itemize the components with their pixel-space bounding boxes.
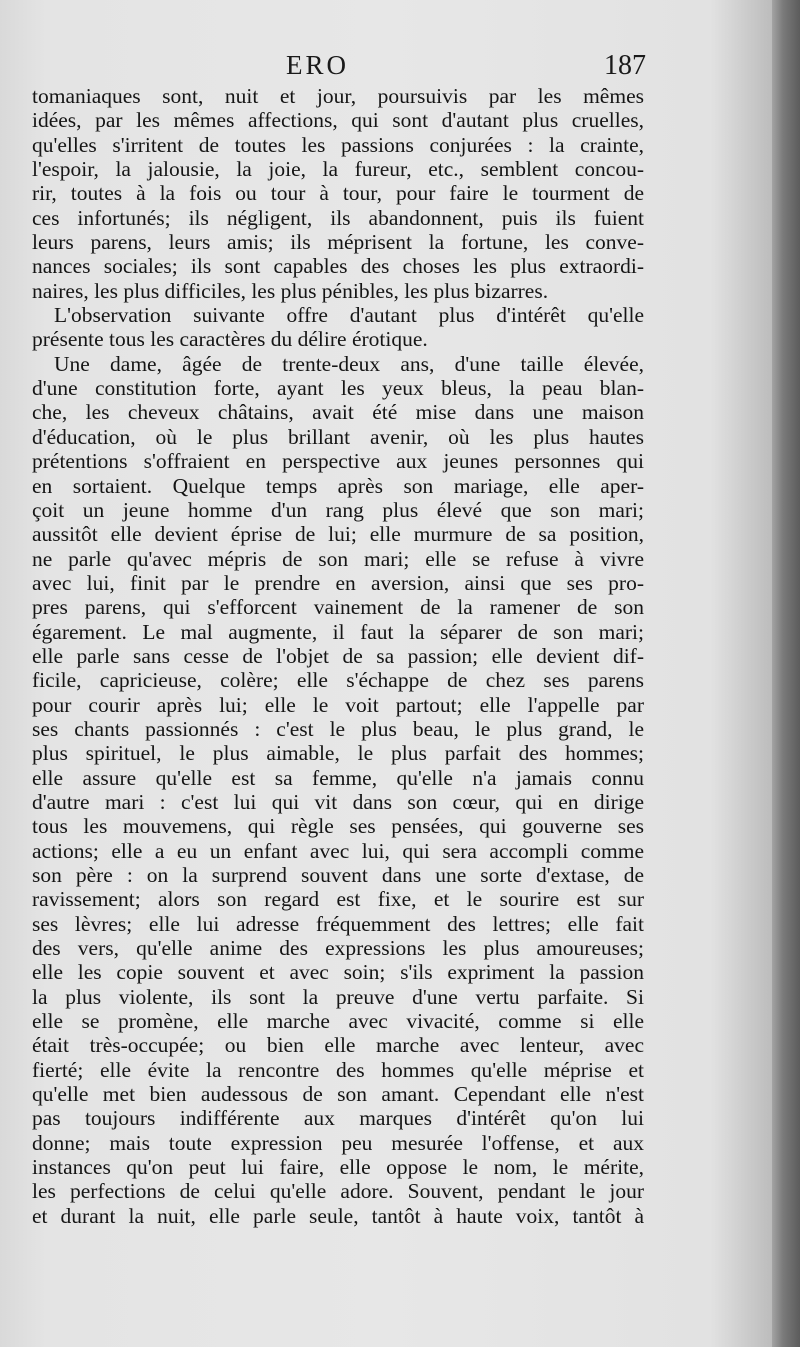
text-line: ses lèvres; elle lui adresse fréquemment des lettres; elle fait bbox=[32, 911, 644, 936]
text-line: en sortaient. Quelque temps après son mariage, elle aper- bbox=[32, 473, 644, 498]
text-line: qu'elles s'irritent de toutes les passions conjurées : la crainte, bbox=[32, 132, 644, 157]
text-line: les perfections de celui qu'elle adore. Souvent, pendant le jour bbox=[32, 1179, 644, 1204]
text-line: ses chants passionnés : c'est le plus beau, le plus grand, le bbox=[32, 716, 644, 741]
text-line: elle se promène, elle marche avec vivacité, comme si elle bbox=[32, 1009, 644, 1034]
text-line: elle les copie souvent et avec soin; s'ils expriment la passion bbox=[32, 960, 644, 985]
text-line: pas toujours indifférente aux marques d'intérêt qu'on lui bbox=[32, 1106, 644, 1131]
text-line: égarement. Le mal augmente, il faut la séparer de son mari; bbox=[32, 619, 644, 644]
text-line: ficile, capricieuse, colère; elle s'échappe de chez ses parens bbox=[32, 668, 644, 693]
text-line: d'autre mari : c'est lui qui vit dans son cœur, qui en dirige bbox=[32, 789, 644, 814]
text-line: donne; mais toute expression peu mesurée l'offense, et aux bbox=[32, 1130, 644, 1155]
text-line: naires, les plus difficiles, les plus pénibles, les plus bizarres. bbox=[32, 278, 549, 303]
text-line: qu'elle met bien audessous de son amant. Cependant elle n'est bbox=[32, 1082, 644, 1107]
page-edge-shadow bbox=[772, 0, 800, 1347]
text-line: aussitôt elle devient éprise de lui; elle murmure de sa position, bbox=[32, 522, 644, 547]
running-head: ERO bbox=[286, 50, 349, 80]
text-line: son père : on la surprend souvent dans une sorte d'extase, de bbox=[32, 863, 644, 887]
text-line: présente tous les caractères du délire érotique. bbox=[32, 327, 428, 352]
text-line: ne parle qu'avec mépris de son mari; elle se refuse à vivre bbox=[32, 546, 644, 571]
text-line: avec lui, finit par le prendre en aversion, ainsi que ses pro- bbox=[32, 570, 644, 595]
text-line: che, les cheveux châtains, avait été mise dans une maison bbox=[32, 400, 644, 425]
text-line: tous les mouvemens, qui règle ses pensées, qui gouverne ses bbox=[32, 814, 644, 839]
text-line: l'espoir, la jalousie, la joie, la fureur, etc., semblent concou- bbox=[32, 157, 644, 182]
text-line: rir, toutes à la fois ou tour à tour, pour faire le tourment de bbox=[32, 181, 644, 206]
text-line: actions; elle a eu un enfant avec lui, qui sera accompli comme bbox=[32, 838, 644, 863]
text-line: était très-occupée; ou bien elle marche avec lenteur, avec bbox=[32, 1033, 644, 1058]
text-line: tomaniaques sont, nuit et jour, poursuivis par les mêmes bbox=[32, 84, 644, 108]
text-line: ces infortunés; ils négligent, ils abandonnent, puis ils fuient bbox=[32, 205, 644, 230]
text-line: nances sociales; ils sont capables des choses les plus extraordi- bbox=[32, 254, 644, 279]
text-line: plus spirituel, le plus aimable, le plus parfait des hommes; bbox=[32, 741, 644, 766]
text-line: elle parle sans cesse de l'objet de sa passion; elle devient dif- bbox=[32, 643, 644, 668]
text-line: prétentions s'offraient en perspective aux jeunes personnes qui bbox=[32, 449, 644, 474]
text-line: ravissement; alors son regard est fixe, et le sourire est sur bbox=[32, 887, 644, 912]
text-line: pour courir après lui; elle le voit partout; elle l'appelle par bbox=[32, 692, 644, 717]
text-line: instances qu'on peut lui faire, elle oppose le nom, le mérite, bbox=[32, 1155, 644, 1180]
text-line: pres parens, qui s'efforcent vainement de la ramener de son bbox=[32, 595, 644, 620]
text-line: Une dame, âgée de trente-deux ans, d'une taille élevée, bbox=[54, 351, 644, 376]
text-line: des vers, qu'elle anime des expressions les plus amoureuses; bbox=[32, 936, 644, 961]
text-line: d'une constitution forte, ayant les yeux bleus, la peau blan- bbox=[32, 376, 644, 401]
page-number: 187 bbox=[604, 50, 646, 81]
text-line: idées, par les mêmes affections, qui sont d'autant plus cruelles, bbox=[32, 108, 644, 133]
text-line: çoit un jeune homme d'un rang plus élevé que son mari; bbox=[32, 497, 644, 522]
text-line: L'observation suivante offre d'autant plus d'intérêt qu'elle bbox=[54, 303, 644, 328]
body-text bbox=[32, 84, 644, 1228]
text-line: la plus violente, ils sont la preuve d'une vertu parfaite. Si bbox=[32, 984, 644, 1009]
text-line: et durant la nuit, elle parle seule, tantôt à haute voix, tantôt à bbox=[32, 1203, 644, 1228]
text-line: fierté; elle évite la rencontre des hommes qu'elle méprise et bbox=[32, 1057, 644, 1082]
text-line: leurs parens, leurs amis; ils méprisent la fortune, les conve- bbox=[32, 230, 644, 255]
text-line: elle assure qu'elle est sa femme, qu'elle n'a jamais connu bbox=[32, 765, 644, 790]
text-line: d'éducation, où le plus brillant avenir, où les plus hautes bbox=[32, 424, 644, 449]
